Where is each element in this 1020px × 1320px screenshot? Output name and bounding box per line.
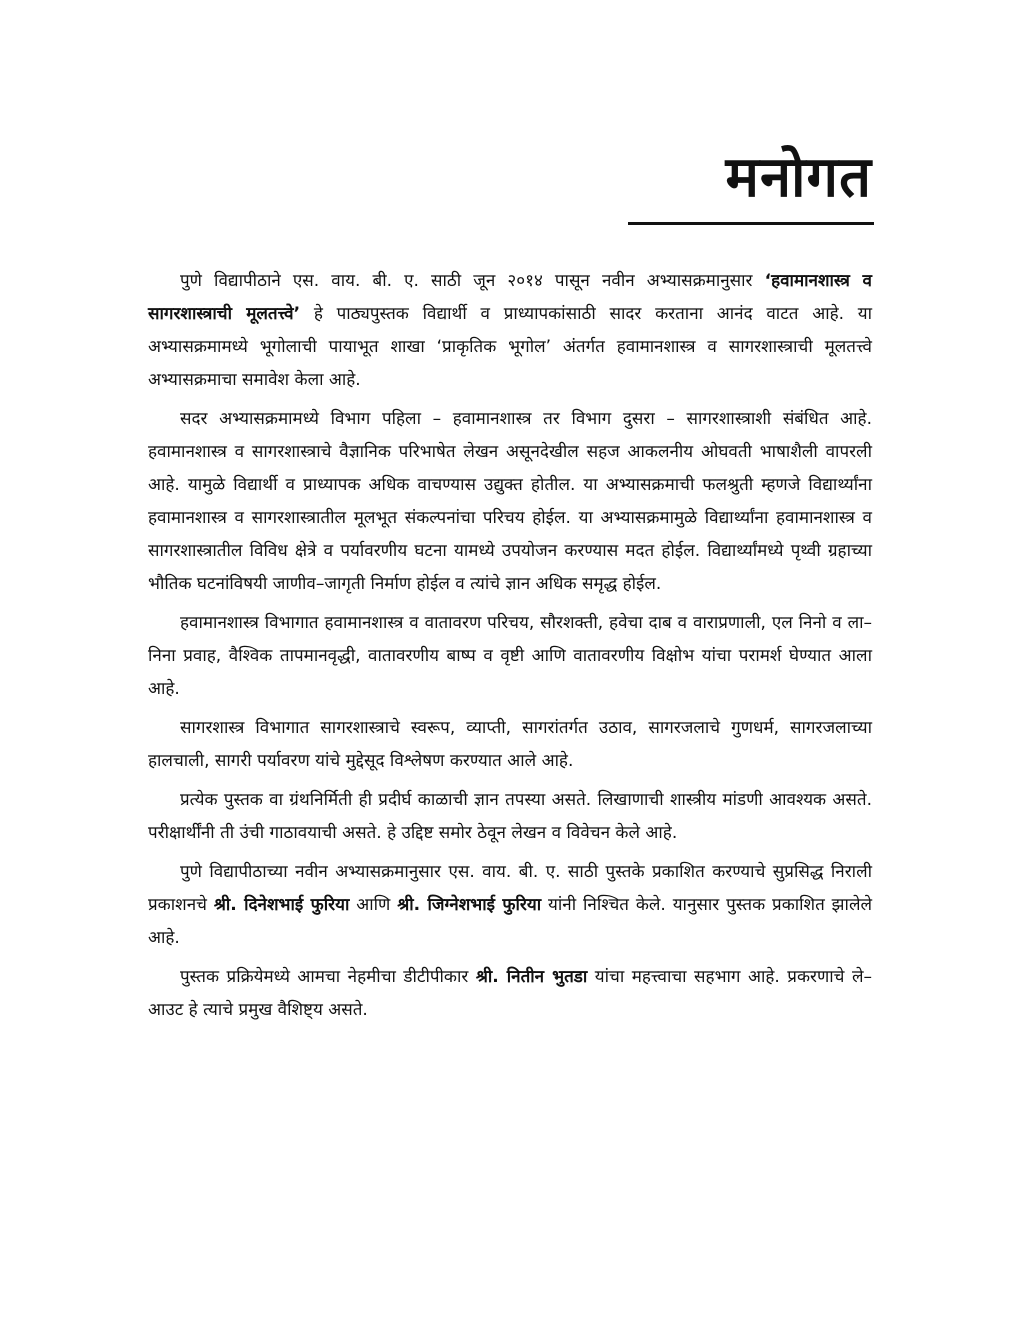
paragraph [148, 784, 872, 850]
paragraph [148, 265, 872, 397]
text-run: पुणे विद्यापीठाच्या नवीन अभ्यासक्रमानुसार एस. वाय. बी. ए. साठी पुस्तके प्रकाशित करण्याचे सुप्रसिद्ध निराली प्रकाशनचे [148, 862, 872, 915]
text-run: प्रत्येक पुस्तक वा ग्रंथनिर्मिती ही प्रदीर्घ काळाची ज्ञान तपस्या असते. लिखाणाची शास्त्रीय मांडणी आवश्यक असते. परीक्षार्थींनी ती उंची गाठावयाची असते. हे उद्दिष्ट समोर ठेवून लेखन व विवेचन केले आहे. [148, 790, 872, 843]
bold-text-run: श्री. नितीन भुतडा [475, 967, 588, 987]
paragraph [148, 712, 872, 778]
bold-text-run: श्री. दिनेशभाई फुरिया [213, 895, 350, 915]
text-run: पुणे विद्यापीठाने एस. वाय. बी. ए. साठी जून २०१४ पासून नवीन अभ्यासक्रमानुसार [180, 271, 765, 291]
bold-text-run: श्री. जिग्नेशभाई फुरिया [397, 895, 542, 915]
text-run: हवामानशास्त्र विभागात हवामानशास्त्र व वातावरण परिचय, सौरशक्ती, हवेचा दाब व वाराप्रणाली, एल निनो व ला–निना प्रवाह, वैश्विक तापमानवृद्धी, वातावरणीय बाष्प व वृष्टी आणि वातावरणीय विक्षोभ यांचा परामर्श घेण्यात आला आहे. [148, 613, 872, 699]
paragraph [148, 403, 872, 601]
bold-text-run: ‘हवामानशास्त्र व सागरशास्त्राची मूलतत्त्वे’ [148, 271, 872, 324]
title-underline [628, 222, 874, 225]
text-run: सदर अभ्यासक्रमामध्ये विभाग पहिला – हवामानशास्त्र तर विभाग दुसरा – सागरशास्त्राशी संबंधित आहे. हवामानशास्त्र व सागरशास्त्राचे वैज्ञानिक परिभाषेत लेखन असूनदेखील सहज आकलनीय ओघवती भाषाशैली वापरली आहे. यामुळे विद्यार्थी व प्राध्यापक अधिक वाचण्यास उद्युक्त होतील. या अभ्यासक्रमाची फलश्रुती म्हणजे विद्यार्थ्यांना हवामानशास्त्र व सागरशास्त्रातील मूलभूत संकल्पनांचा परिचय होईल. या अभ्यासक्रमामुळे विद्यार्थ्यांना हवामानशास्त्र व सागरशास्त्रातील विविध क्षेत्रे व पर्यावरणीय घटना यामध्ये उपयोजन करण्यास मदत होईल. विद्यार्थ्यांमध्ये पृथ्वी ग्रहाच्या भौतिक घटनांविषयी जाणीव–जागृती निर्माण होईल व त्यांचे ज्ञान अधिक समृद्ध होईल. [148, 409, 872, 594]
page-title: मनोगत [725, 145, 872, 210]
paragraph [148, 607, 872, 706]
paragraph [148, 961, 872, 1027]
text-run: हे पाठ्यपुस्तक विद्यार्थी व प्राध्यापकांसाठी सादर करताना आनंद वाटत आहे. या अभ्यासक्रमामध्ये भूगोलाची पायाभूत शाखा ‘प्राकृतिक भूगोल’ अंतर्गत हवामानशास्त्र व सागरशास्त्राची मूलतत्त्वे अभ्यासक्रमाचा समावेश केला आहे. [148, 304, 872, 390]
text-run: पुस्तक प्रक्रियेमध्ये आमचा नेहमीचा डीटीपीकार [180, 967, 476, 987]
paragraph [148, 856, 872, 955]
text-run: सागरशास्त्र विभागात सागरशास्त्राचे स्वरूप, व्याप्ती, सागरांतर्गत उठाव, सागरजलाचे गुणधर्म, सागरजलाच्या हालचाली, सागरी पर्यावरण यांचे मुद्देसूद विश्लेषण करण्यात आले आहे. [148, 718, 872, 771]
preface-body [148, 265, 872, 1033]
text-run: आणि [349, 895, 398, 915]
text-run: यांनी निश्चित केले. यानुसार पुस्तक प्रकाशित झालेले आहे. [148, 895, 872, 948]
text-run: यांचा महत्त्वाचा सहभाग आहे. प्रकरणाचे ले–आउट हे त्याचे प्रमुख वैशिष्ट्य असते. [148, 967, 872, 1020]
